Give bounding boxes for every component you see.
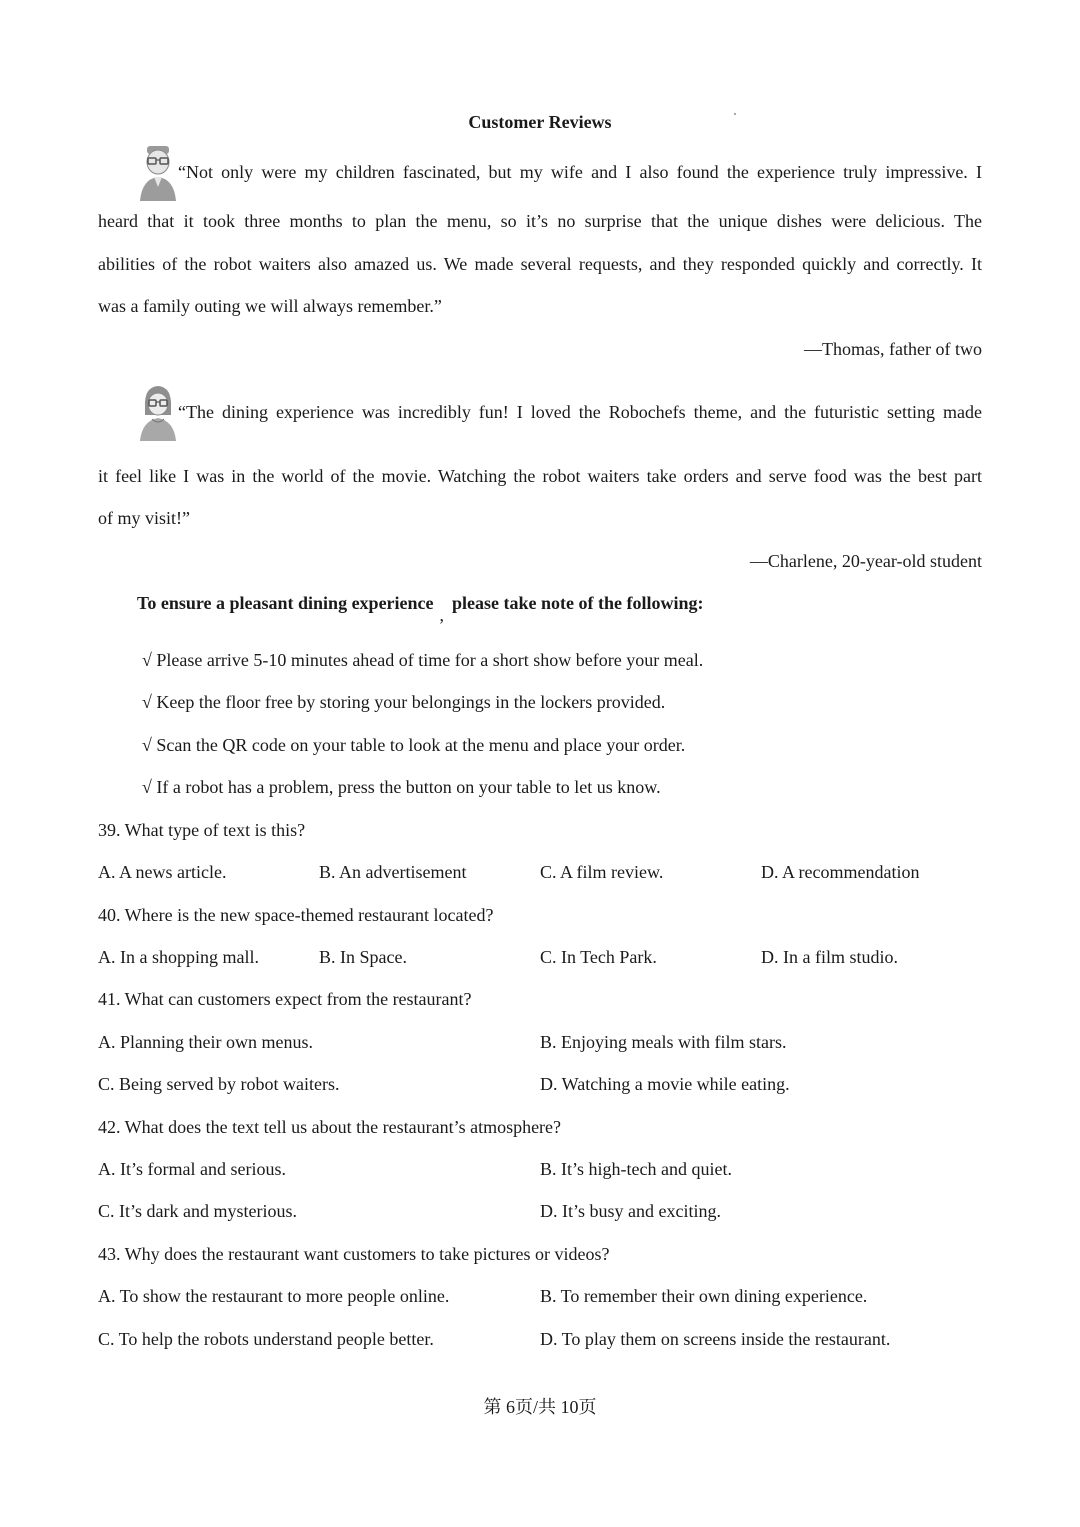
q43-option-c[interactable]: C. To help the robots understand people better. bbox=[98, 1329, 434, 1349]
q42-option-b[interactable]: B. It’s high-tech and quiet. bbox=[540, 1159, 732, 1179]
question-42: 42. What does the text tell us about the restaurant’s atmosphere? bbox=[98, 1117, 562, 1137]
notice-title-comma: , bbox=[439, 605, 445, 625]
q43-option-b[interactable]: B. To remember their own dining experience. bbox=[540, 1286, 868, 1306]
notice-tip: √ If a robot has a problem, press the button on your table to let us know. bbox=[142, 777, 661, 797]
q39-option-c[interactable]: C. A film review. bbox=[540, 862, 664, 882]
page-number: 第 6页/共 10页 bbox=[483, 1397, 597, 1417]
q41-option-b[interactable]: B. Enjoying meals with film stars. bbox=[540, 1032, 787, 1052]
review1-line2: heard that it took three months to plan the menu, so it’s no surprise that the unique dishes were delicious. The bbox=[98, 211, 982, 231]
notice-title bbox=[137, 593, 704, 625]
review1-signature: —Thomas, father of two bbox=[804, 339, 982, 359]
question-39: 39. What type of text is this? bbox=[98, 820, 306, 840]
review2-line1: “The dining experience was incredibly fun! I loved the Robochefs theme, and the futuristic setting made bbox=[178, 402, 982, 422]
q40-option-c[interactable]: C. In Tech Park. bbox=[540, 947, 657, 967]
review1-line3: abilities of the robot waiters also amazed us. We made several requests, and they responded quickly and correctly. It bbox=[98, 254, 982, 274]
notice-title-part1: To ensure a pleasant dining experience bbox=[137, 593, 434, 613]
q42-option-d[interactable]: D. It’s busy and exciting. bbox=[540, 1201, 721, 1221]
q39-option-b[interactable]: B. An advertisement bbox=[319, 862, 467, 882]
notice-tip: √ Keep the floor free by storing your belongings in the lockers provided. bbox=[142, 692, 666, 712]
q40-option-b[interactable]: B. In Space. bbox=[319, 947, 407, 967]
q39-option-a[interactable]: A. A news article. bbox=[98, 862, 227, 882]
review2-line3: of my visit!” bbox=[98, 508, 190, 528]
q42-option-c[interactable]: C. It’s dark and mysterious. bbox=[98, 1201, 297, 1221]
q41-option-d[interactable]: D. Watching a movie while eating. bbox=[540, 1074, 790, 1094]
q40-option-a[interactable]: A. In a shopping mall. bbox=[98, 947, 259, 967]
notice-tip: √ Scan the QR code on your table to look at the menu and place your order. bbox=[142, 735, 686, 755]
q39-option-d[interactable]: D. A recommendation bbox=[761, 862, 920, 882]
woman-with-glasses-icon bbox=[136, 383, 180, 441]
section-title: Customer Reviews bbox=[468, 112, 612, 132]
q41-option-c[interactable]: C. Being served by robot waiters. bbox=[98, 1074, 340, 1094]
notice-tip: √ Please arrive 5-10 minutes ahead of time for a short show before your meal. bbox=[142, 650, 704, 670]
review2-signature: —Charlene, 20-year-old student bbox=[749, 551, 982, 571]
question-41: 41. What can customers expect from the restaurant? bbox=[98, 989, 472, 1009]
q41-option-a[interactable]: A. Planning their own menus. bbox=[98, 1032, 313, 1052]
question-40: 40. Where is the new space-themed restaurant located? bbox=[98, 905, 494, 925]
review2-line2: it feel like I was in the world of the movie. Watching the robot waiters take orders and serve food was the best part bbox=[98, 466, 982, 486]
man-with-glasses-icon bbox=[136, 143, 180, 201]
q43-option-d[interactable]: D. To play them on screens inside the restaurant. bbox=[540, 1329, 891, 1349]
q40-option-d[interactable]: D. In a film studio. bbox=[761, 947, 898, 967]
review1-line4: was a family outing we will always remember.” bbox=[98, 296, 442, 316]
q42-option-a[interactable]: A. It’s formal and serious. bbox=[98, 1159, 286, 1179]
q43-option-a[interactable]: A. To show the restaurant to more people online. bbox=[98, 1286, 450, 1306]
review1-line1: “Not only were my children fascinated, but my wife and I also found the experience truly impressive. I bbox=[178, 162, 982, 182]
notice-title-part2: please take note of the following: bbox=[452, 593, 704, 613]
question-43: 43. Why does the restaurant want customers to take pictures or videos? bbox=[98, 1244, 610, 1264]
